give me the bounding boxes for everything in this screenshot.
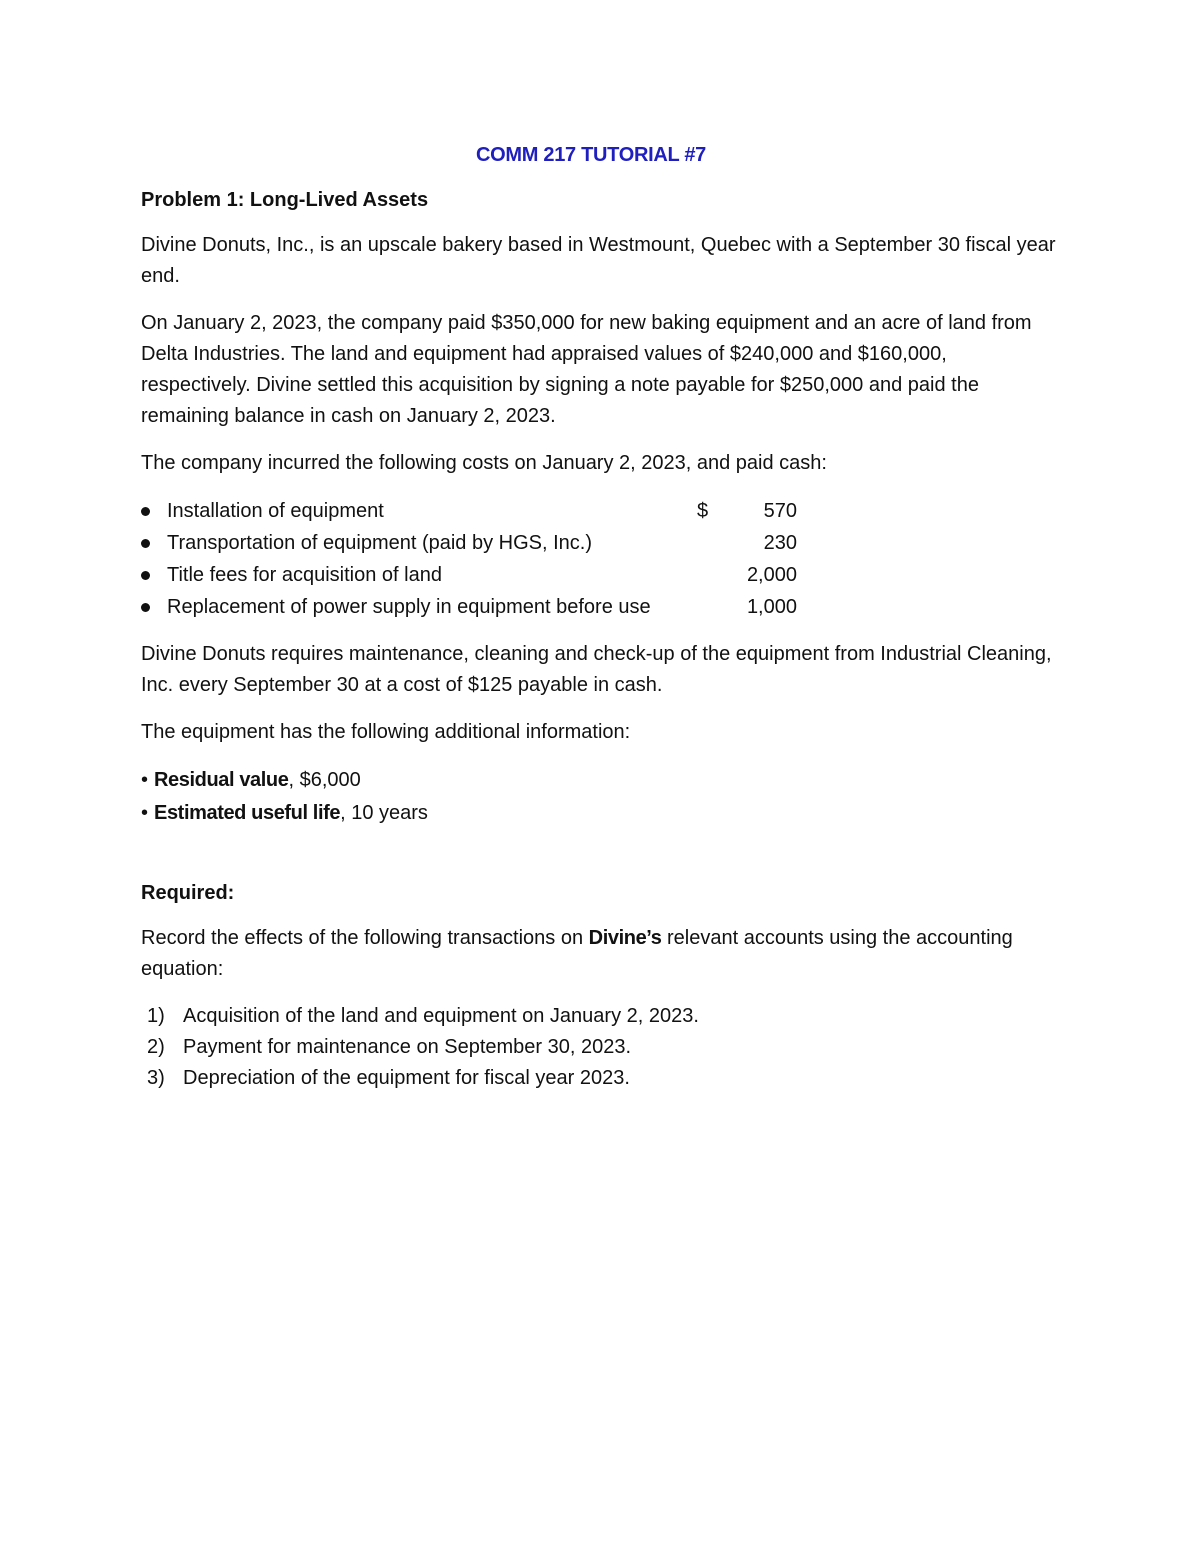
- bullet-icon: [141, 603, 150, 612]
- cost-item-power-supply: [141, 591, 1061, 623]
- currency-symbol: $: [697, 499, 709, 522]
- required-heading: Required:: [141, 882, 235, 904]
- list-number: 2): [147, 1036, 165, 1058]
- required-paragraph: [141, 923, 1061, 985]
- bullet-icon: •: [141, 769, 149, 791]
- cost-item-title-fees: [141, 559, 1061, 591]
- required-item-3: [141, 1063, 1061, 1094]
- list-number: 1): [147, 1005, 165, 1027]
- bullet-icon: •: [141, 802, 149, 824]
- list-item-text: Depreciation of the equipment for fiscal year 2023.: [183, 1067, 630, 1089]
- required-list: [141, 1001, 1061, 1094]
- cost-item-installation: [141, 495, 1061, 527]
- bullet-icon: [141, 507, 150, 516]
- required-text-after: relevant accounts using the accounting equation:: [141, 927, 1013, 980]
- info-value: , $6,000: [288, 769, 361, 791]
- list-number: 3): [147, 1067, 165, 1089]
- equipment-info-intro: The equipment has the following additional information:: [141, 721, 631, 743]
- document-title: COMM 217 TUTORIAL #7: [476, 144, 706, 166]
- bullet-icon: [141, 539, 150, 548]
- required-text-before: Record the effects of the following transactions on: [141, 927, 589, 949]
- costs-intro: The company incurred the following costs on January 2, 2023, and paid cash:: [141, 452, 827, 474]
- document-page: [141, 140, 1061, 1094]
- amount-value: 1,000: [746, 595, 797, 618]
- cost-amount: [697, 496, 797, 527]
- bullet-icon: [141, 571, 150, 580]
- cost-amount: [697, 560, 797, 591]
- cost-label: Installation of equipment: [167, 499, 384, 522]
- list-item-text: Payment for maintenance on September 30, 2023.: [183, 1036, 632, 1058]
- amount-value: 2,000: [746, 563, 797, 586]
- required-text-bold: Divine’s: [588, 927, 662, 949]
- problem-heading: Problem 1: Long-Lived Assets: [141, 189, 429, 211]
- cost-amount: [697, 528, 797, 559]
- info-item-useful-life: [141, 797, 1061, 830]
- cost-label: Replacement of power supply in equipment before use: [167, 595, 651, 618]
- info-item-residual-value: [141, 764, 1061, 797]
- maintenance-paragraph: Divine Donuts requires maintenance, cleaning and check-up of the equipment from Industrial Cleaning, Inc. every September 30 at a cost of $125 payable in cash.: [141, 643, 1052, 696]
- list-item-text: Acquisition of the land and equipment on January 2, 2023.: [183, 1005, 699, 1027]
- intro-paragraph: Divine Donuts, Inc., is an upscale bakery based in Westmount, Quebec with a September 30 fiscal year end.: [141, 234, 1056, 287]
- cost-item-transportation: [141, 527, 1061, 559]
- info-term: Estimated useful life: [154, 802, 341, 824]
- info-value: , 10 years: [340, 802, 428, 824]
- cost-label: Transportation of equipment (paid by HGS, Inc.): [167, 531, 593, 554]
- amount-value: 570: [763, 499, 797, 522]
- cost-amount: [697, 592, 797, 623]
- equipment-info-list: [141, 764, 1061, 830]
- cost-label: Title fees for acquisition of land: [167, 563, 442, 586]
- cost-list: [141, 495, 1061, 623]
- info-term: Residual value: [154, 769, 289, 791]
- required-item-1: [141, 1001, 1061, 1032]
- amount-value: 230: [763, 531, 797, 554]
- acquisition-paragraph: On January 2, 2023, the company paid $350,000 for new baking equipment and an acre of land from Delta Industries. The land and equipment had appraised values of $240,000 and $160,000, respectively. Divine settled this acquisition by signing a note payable for $250,000 and paid the remaining balance in cash on January 2, 2023.: [141, 312, 1032, 427]
- required-item-2: [141, 1032, 1061, 1063]
